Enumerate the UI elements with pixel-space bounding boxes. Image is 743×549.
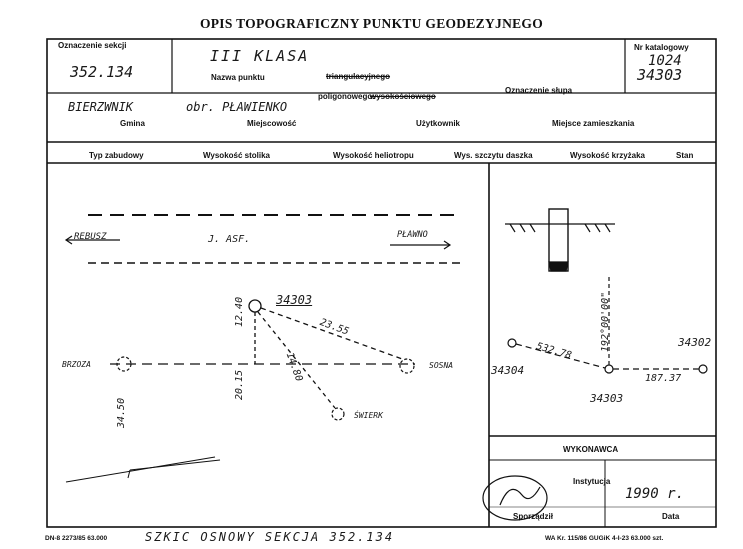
point-name-label: Nazwa punktu	[211, 73, 265, 82]
pillar-base	[549, 262, 568, 271]
dist-1240-label: 12.40	[234, 296, 245, 327]
point-34303-marker	[249, 300, 261, 312]
footer-handwritten: SZKIC OSNOWY SEKCJA 352.134	[145, 530, 395, 544]
dist-1480-label: 14.80	[283, 351, 305, 384]
height-label: wysokościowego	[370, 92, 436, 101]
ground-slope-line-1	[66, 457, 215, 482]
prepared-label: Sporządził	[513, 512, 554, 521]
catalog-label: Nr katalogowy	[634, 43, 689, 52]
ground-slope-line-2	[130, 460, 220, 470]
section-label: Oznaczenie sekcji	[58, 41, 127, 50]
point-34304-label: 34304	[491, 364, 525, 377]
spruce-symbol	[332, 408, 344, 420]
dist-3450-label: 34.50	[116, 397, 127, 428]
dist-left-label: 532.78	[534, 341, 573, 362]
angle-label: 192°00'00"	[600, 291, 611, 352]
dist-right-label: 187.37	[645, 373, 682, 384]
institution-label: Instytucja	[573, 477, 611, 486]
pillar-label: Oznaczenie słupa	[505, 86, 573, 95]
column-stan: Stan	[676, 151, 694, 160]
tree-right-label: SOSNA	[429, 361, 454, 370]
road-name-label: J. ASF.	[208, 234, 251, 245]
ground-hatch	[510, 224, 610, 232]
point-34302-label: 34302	[678, 336, 712, 349]
date-label: Data	[662, 512, 680, 521]
miejscowosc-label: Miejscowość	[247, 119, 297, 128]
point-34304-marker	[508, 339, 516, 347]
gmina-label: Gmina	[120, 119, 145, 128]
catalog-value-1: 1024	[648, 53, 682, 69]
miejscowosc-value: obr. PŁAWIENKO	[186, 100, 288, 114]
catalog-value-2: 34303	[637, 66, 683, 84]
executed-label: WYKONAWCA	[563, 445, 619, 454]
column-wysokosc-heliotropu: Wysokość heliotropu	[333, 151, 414, 160]
point-34303-side-marker	[605, 365, 613, 373]
polygon-label: poligonowego:	[318, 92, 375, 101]
dist-2015-label: 20.15	[234, 369, 245, 400]
dist-2355-label: 23.55	[318, 317, 351, 338]
footer-right-code: WA Kr. 115/86 GUGiK 4-I-23 63.000 szt.	[545, 535, 664, 542]
road-right-label: PŁAWNO	[397, 230, 428, 240]
uzytkownik-label: Użytkownik	[416, 119, 461, 128]
footer-left-code: DN-8 2273/85 63.000	[45, 535, 108, 542]
triangulation-label: triangulacyjnego	[326, 72, 391, 81]
section-value: 352.134	[70, 63, 134, 81]
signature-stroke	[500, 487, 540, 505]
point-34303-side-label: 34303	[590, 392, 624, 405]
point-34302-marker	[699, 365, 707, 373]
class-value: III KLASA	[210, 47, 310, 65]
column-wys-szczytu-daszka: Wys. szczytu daszka	[454, 151, 533, 160]
column-wysokosc-stolika: Wysokość stolika	[203, 151, 270, 160]
point-34303-label: 34303	[276, 293, 313, 307]
tree-left-label: BRZOZA	[62, 360, 91, 369]
tree-bottom-label: ŚWIERK	[354, 411, 383, 420]
road-left-label: REBUSZ	[74, 232, 107, 242]
miejsce-label: Miejsce zamieszkania	[552, 119, 635, 128]
page-title: OPIS TOPOGRAFICZNY PUNKTU GEODEZYJNEGO	[199, 16, 544, 31]
year-value: 1990 r.	[625, 486, 685, 502]
line-to-sosna	[261, 308, 405, 360]
pine-symbol	[400, 359, 414, 373]
column-typ-zabudowy: Typ zabudowy	[89, 151, 144, 160]
gmina-value: BIERZWNIK	[68, 100, 134, 114]
column-wysokosc-krzyzaka: Wysokość krzyżaka	[570, 151, 646, 160]
